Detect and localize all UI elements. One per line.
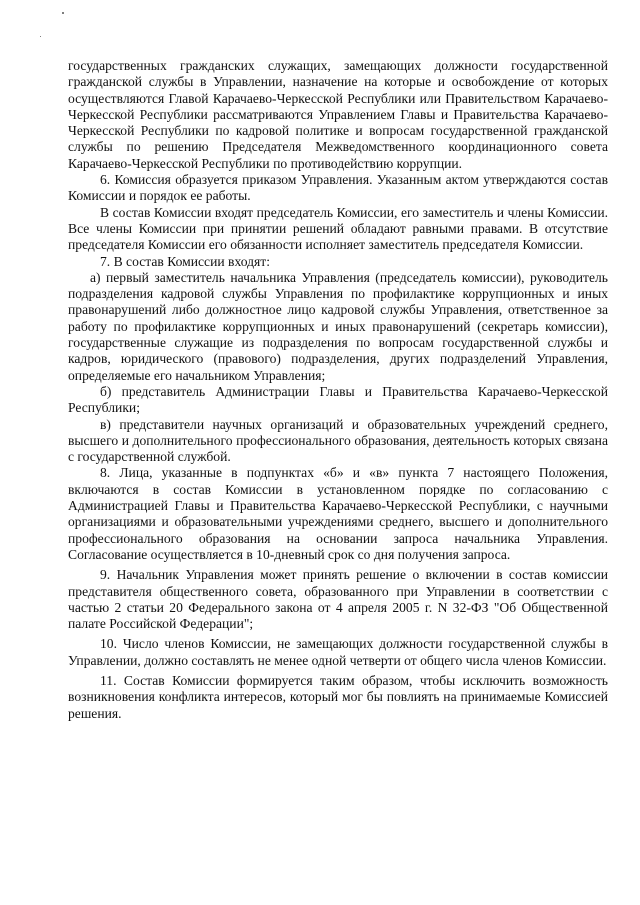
paragraph-item-6: 6. Комиссия образуется приказом Управления. Указанным актом утверждаются состав Комиссии и порядок ее работы.	[68, 172, 608, 204]
document-page	[68, 58, 608, 722]
paragraph-item-7b: б) представитель Администрации Главы и Правительства Карачаево-Черкесской Республики;	[68, 383, 608, 416]
paragraph-item-7: 7. В состав Комиссии входят:	[100, 253, 271, 269]
paragraph-item-7v: в) представители научных организаций и образовательных учреждений среднего, высшего и дополнительного профессионального образования, деятельность которых связана с государственной службой.	[68, 416, 608, 465]
paragraph-item-9: 9. Начальник Управления может принять решение о включении в состав комиссии представителя общественного совета, образованного при Управлении в соответствии с частью 2 статьи 20 Федерального закона от 4 апреля 2005 г. N 32-ФЗ "Об Общественной палате Российской Федерации";	[68, 567, 608, 632]
paragraph-continuation: государственных гражданских служащих, замещающих должности государственной гражданской службы в Управлении, назначение на которые и освобождение от которых осуществляются Главой Карачаево-Черкесской Республики или Правительством Карачаево-Черкесской Республики рассматриваются Управлением Главы и Правительства Карачаево-Черкесской Республики по кадровой политике и вопросам государственной гражданской службы по решению Председателя Межведомственного координационного совета Карачаево-Черкесской Республики по противодействию коррупции.	[68, 58, 608, 171]
paragraph-item-7a: а) первый заместитель начальника Управления (председатель комиссии), руководитель подразделения кадровой службы Управления по профилактике коррупционных и иных правонарушений либо должностное лицо кадровой службы Управления, ответственное за работу по профилактике коррупционных и иных правонарушений (секретарь комиссии), государственные служащие из подразделения по вопросам государственной службы и кадров, юридического (правового) подразделения, других подразделений Управления, определяемые его начальником Управления;	[68, 269, 608, 383]
paragraph-item-8: 8. Лица, указанные в подпунктах «б» и «в» пункта 7 настоящего Положения, включаются в состав Комиссии в установленном порядке по согласованию с Администрацией Главы и Правительства Карачаево-Черкесской Республики, с научными организациями и образовательными учреждениями среднего, высшего и дополнительного профессионального образования на основании запроса начальника Управления. Согласование осуществляется в 10-дневный срок со дня получения запроса.	[68, 465, 608, 562]
paragraph-item-11: 11. Состав Комиссии формируется таким образом, чтобы исключить возможность возникновения конфликта интересов, который мог бы повлиять на принимаемые Комиссией решения.	[68, 672, 608, 721]
scan-speck	[62, 12, 64, 14]
scan-speck	[40, 36, 41, 37]
paragraph-item-10: 10. Число членов Комиссии, не замещающих должности государственной службы в Управлении, должно составлять не менее одной четверти от общего числа членов Комиссии.	[68, 636, 608, 668]
paragraph-commission-composition: В состав Комиссии входят председатель Комиссии, его заместитель и члены Комиссии. Все члены Комиссии при принятии решений обладают равными правами. В отсутствие председателя Комиссии его обязанности исполняет заместитель председателя Комиссии.	[68, 204, 608, 253]
